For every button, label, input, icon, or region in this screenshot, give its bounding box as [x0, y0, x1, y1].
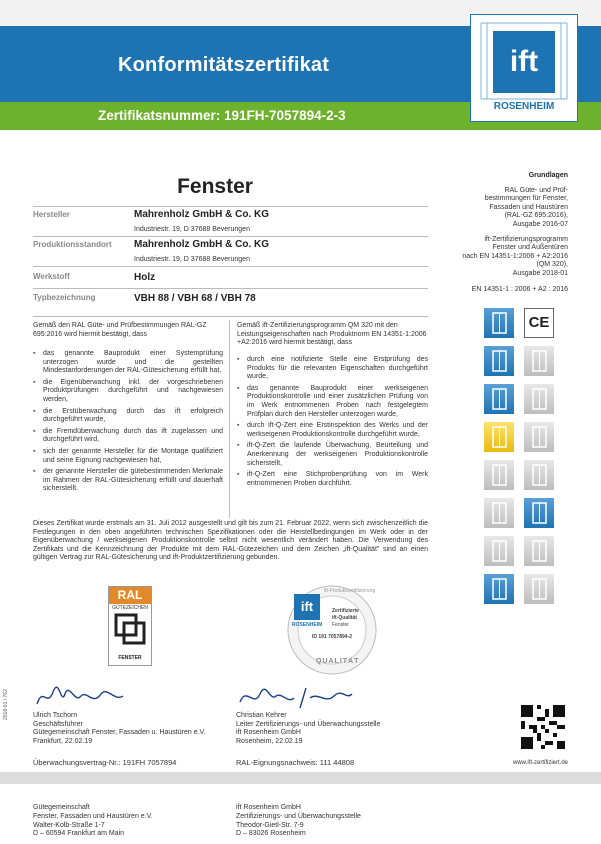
qr-code-icon[interactable] [521, 705, 565, 749]
list-item: ▪ die Fremdüberwachung durch das ift zugelassen und durchgeführt wird, [33, 428, 223, 445]
footer-line: ift Rosenheim GmbH [236, 804, 301, 811]
divider [33, 316, 428, 317]
list-item: ▪ sich der genannte Hersteller für die Montage qualifiziert und seine Eignung nachgewiesen hat, [33, 448, 223, 465]
footer-line: D – 60594 Frankfurt am Main [33, 830, 125, 838]
basis-line: Ausgabe 2018-01 [512, 269, 568, 277]
monitoring-contract: Überwachungsvertrag-Nr.: 191FH 7057894 [33, 758, 177, 767]
window-energy-label-icon [524, 346, 554, 376]
manufacturer-label: Hersteller [33, 210, 70, 219]
window-sound-icon [484, 384, 514, 414]
basis-line: Fassaden und Haustüren [489, 203, 568, 211]
window-thermal-icon [524, 422, 554, 452]
ral-window-icon [109, 611, 151, 655]
ift-quality-seal [286, 584, 378, 676]
seal-center-line: Fenster [332, 622, 349, 628]
ift-bullet-list [237, 356, 428, 491]
footer-line: Zertifizierungs- und Überwachungsstelle [236, 812, 361, 820]
signatory-org: Gütegemeinschaft Fenster, Fassaden u. Haustüren e.V. [33, 729, 206, 737]
list-item: ▪ ift-Q-Zert eine Stichprobenprüfung von im Werk entnommenen Proben durchführt. [237, 471, 428, 488]
ral-suitability-proof: RAL-Eignungsnachweis: 111 44808 [236, 758, 355, 767]
manufacturer-value: Mahrenholz GmbH & Co. KG [134, 209, 269, 220]
document-code: 2018-01 / 762 [3, 689, 9, 720]
ift-intro: Gemäß ift-Zertifizierungsprogramm QM 320 mit den Leistungseigenschaften nach Produktnorm EN 14351-1:2006 +A2:2016 wird hiermit bestätigt, dass [237, 322, 427, 347]
list-item: ▪ ift-Q-Zert die laufende Überwachung, Beurteilung und Anerkennung der werkseigenen Produktionskontrolle sicherstellt, [237, 442, 428, 468]
footer-left [33, 804, 153, 839]
seal-id: ID 191 7057894-2 [312, 634, 353, 640]
ce-mark-icon: CE [524, 308, 554, 338]
basis-line: ift-Zertifizierungsprogramm [484, 235, 568, 243]
ral-intro: Gemäß den RAL Güte- und Prüfbestimmungen RAL-GZ 695:2016 wird hiermit bestätigt, dass [33, 322, 207, 338]
basis-line: bestimmungen für Fenster, [484, 195, 568, 203]
signatory-name: Ulrich Tschorn [33, 712, 78, 719]
ral-mark-sub: GÜTEZEICHEN [112, 605, 148, 611]
material-value: Holz [134, 272, 156, 283]
window-rain-icon [484, 308, 514, 338]
basis-line: EN 14351-1 : 2006 + A2 : 2016 [471, 285, 568, 293]
list-item: ▪ das genannte Bauprodukt einer werkseigenen Produktionskontrolle und einer zusätzlichen Prüfung von im Werk entnommenen Proben nach festgelegtem Prüfplan durch den Hersteller unterzogen wurde, [237, 385, 428, 419]
manufacturer-address: Industriestr. 19, D 37688 Beverungen [134, 226, 250, 233]
seal-ift-logo: ift [294, 594, 320, 620]
list-item: ▪ die Erstüberwachung durch das ift erfolgreich durchgeführt wurde, [33, 408, 223, 425]
footer-line: Theodor-Gietl-Str. 7-9 [236, 821, 304, 829]
website-link[interactable]: www.ift-zertifiziert.de [512, 760, 568, 766]
footer-line: Fenster, Fassaden und Haustüren e.V. [33, 812, 153, 820]
divider [33, 206, 428, 207]
signature-right-icon [236, 682, 356, 712]
ral-mark-foot: FENSTER [118, 655, 142, 661]
footer-bar [0, 772, 601, 784]
signatory-right [236, 712, 380, 746]
basis-line: nach EN 14351-1:2006 + A2:2016 [462, 252, 568, 260]
ift-logo [470, 14, 578, 122]
window-load-icon [484, 574, 514, 604]
window-burglar-icon [524, 384, 554, 414]
footer-right [236, 804, 361, 839]
seal-quality-text: QUALITÄT [316, 658, 360, 665]
production-site-value: Mahrenholz GmbH & Co. KG [134, 239, 269, 250]
type-value: VBH 88 / VBH 68 / VBH 78 [134, 293, 256, 304]
certificate-title: Konformitätszertifikat [118, 54, 330, 76]
validity-paragraph: Dieses Zertifikat wurde erstmals am 31. Juli 2012 ausgestellt und gilt bis zum 21. Februar 2022, wenn sich zwischenzeitlich die Festlegungen in den oben angeführten technischen Spezifikationen oder die Herstellbedingungen im Werk oder in der Eigenüberwachung / werkseigenen Produktionskontrolle selbst nicht wesentlich verändert haben. Die Verwendung des Zertifikats und die Kennzeichnung der Produkte mit dem RAL-Gütezeichen und dem Zeichen „ift-Qualität" sind an einen gültigen Vertrag zur RAL-Gütesicherung und ift-Produktzertifizierung gebunden. [33, 520, 428, 562]
basis-block [438, 172, 568, 294]
footer-line: D – 83026 Rosenheim [236, 830, 306, 838]
signatory-name: Christian Kehrer [236, 712, 287, 719]
production-site-address: Industriestr. 19, D 37688 Beverungen [134, 256, 250, 263]
certificate-number: Zertifikatsnummer: 191FH-7057894-2-3 [98, 108, 346, 123]
list-item: ▪ der genannte Hersteller die gütebestimmenden Merkmale im Rahmen der RAL-Gütesicherung erfüllt und dauerhaft sicherstellt. [33, 468, 223, 494]
window-ventilation-icon [524, 574, 554, 604]
ift-logo-box [493, 31, 555, 93]
basis-line: (QM 320), [536, 261, 568, 269]
seal-city: ROSENHEIM [292, 622, 323, 628]
material-label: Werkstoff [33, 272, 70, 281]
product-title: Fenster [177, 175, 253, 198]
window-heat-icon [524, 460, 554, 490]
door-icon [484, 536, 514, 566]
ift-logo-city: ROSENHEIM [493, 101, 555, 112]
type-label: Typbezeichnung [33, 293, 96, 302]
window-frame-icon [524, 536, 554, 566]
signatory-place-date: Frankfurt, 22.02.19 [33, 737, 93, 745]
seal-center-line: Zertifizierte [332, 608, 359, 614]
ift-logo-text: ift [509, 45, 539, 78]
column-divider [229, 320, 230, 518]
ral-quality-mark [108, 586, 152, 666]
signatory-left [33, 712, 206, 746]
basis-line: Fenster und Außentüren [492, 244, 568, 252]
list-item: ▪ die Eigenüberwachung inkl. der vorgeschriebenen Produktprüfungen durchgeführt und nachgewiesen werden, [33, 379, 223, 405]
basis-line: (RAL-GZ 695:2016), [504, 212, 568, 220]
footer-line: Walter-Kolb-Straße 1-7 [33, 821, 105, 829]
window-impact-icon [484, 422, 514, 452]
signature-left-icon [35, 682, 125, 712]
divider [33, 288, 428, 289]
seal-ring-text: ift-Produktzertifizierung [324, 588, 376, 594]
ral-mark-top: RAL [109, 587, 151, 604]
signatory-role: Geschäftsführer [33, 720, 83, 728]
signatory-org: ift Rosenheim GmbH [236, 729, 301, 737]
production-site-label: Produktionsstandort [33, 240, 112, 249]
list-item: ▪ durch eine notifizierte Stelle eine Erstprüfung des Produkts für die relevanten Eigenschaften durchgeführt wurde, [237, 356, 428, 382]
list-item: ▪ durch ift-Q-Zert eine Erstinspektion des Werks und der werkseigenen Produktionskontrolle durchgeführt wurde, [237, 422, 428, 439]
seal-center-line: ift-Qualität [332, 615, 357, 621]
window-wind-icon [484, 346, 514, 376]
signatory-role: Leiter Zertifizierungs- und Überwachungsstelle [236, 720, 381, 728]
basis-line: RAL Güte- und Prüf- [504, 186, 568, 194]
window-snow-icon [524, 498, 554, 528]
divider [33, 266, 428, 267]
divider [33, 236, 428, 237]
list-item: ▪ das genannte Bauprodukt einer Systemprüfung unterzogen wurde und die gestellten Mindestanforderungen der RAL-Gütesicherung erfüllt hat, [33, 350, 223, 376]
footer-line: Gütegemeinschaft [33, 804, 90, 811]
window-opening-icon [484, 498, 514, 528]
signatory-place-date: Rosenheim, 22.02.19 [236, 737, 303, 745]
ral-bullet-list [33, 350, 223, 497]
basis-line: Ausgabe 2016-07 [512, 220, 568, 228]
window-sun-icon [484, 460, 514, 490]
basis-title: Grundlagen [528, 172, 568, 179]
